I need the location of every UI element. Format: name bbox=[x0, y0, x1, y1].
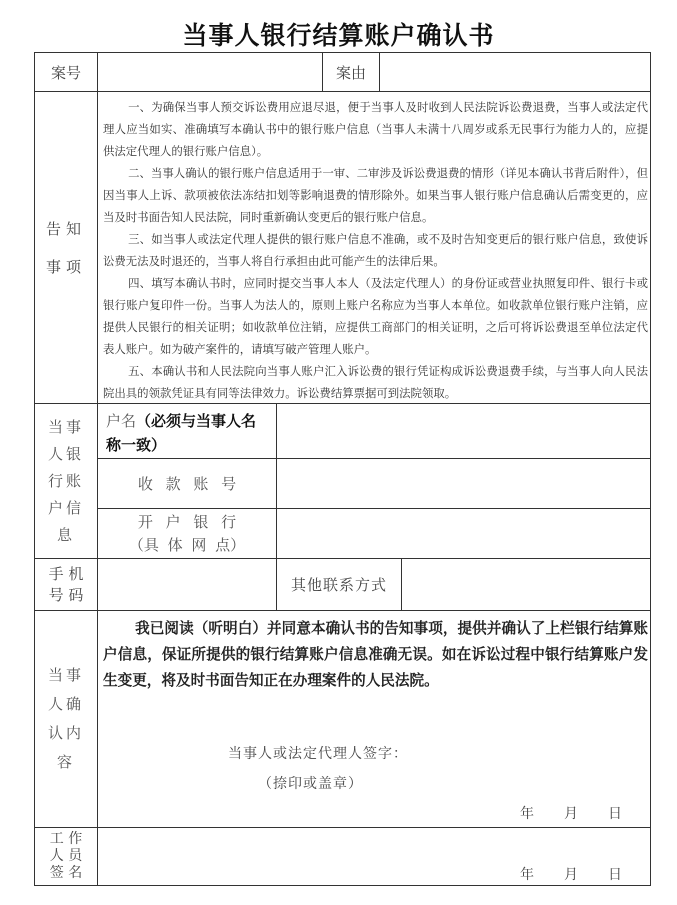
notice-paragraph-5: 五、本确认书和人民法院向当事人账户汇入诉讼费的银行凭证构成诉讼费退费手续，与当事人向人民法院出具的领款凭证具有同等法律效力。诉讼费结算票据可到法院领取。 bbox=[103, 364, 648, 400]
signature-field[interactable] bbox=[420, 738, 620, 788]
other-contact-label-text: 其他联系方式 bbox=[290, 576, 387, 594]
bank-branch-field[interactable] bbox=[276, 508, 651, 559]
bank-section-label-line2: 人银 bbox=[47, 444, 84, 463]
account-no-label-text: 收 款 账 号 bbox=[137, 475, 237, 493]
signature-note: （捺印或盖章） bbox=[258, 776, 363, 792]
cause-field[interactable] bbox=[379, 52, 651, 92]
cause-label-text: 案由 bbox=[335, 63, 366, 82]
confirmation-statement bbox=[103, 616, 648, 694]
confirmation-label-line2: 人确 bbox=[47, 695, 84, 713]
mobile-field[interactable] bbox=[97, 558, 277, 611]
notice-paragraph-1: 一、为确保当事人预交诉讼费用应退尽退，便于当事人及时收到人民法院诉讼费退费，当事人或法定代理人应当如实、准确填写本确认书中的银行账户信息（当事人未满十八周岁或系无民事行为能力人的，应提供法定代理人的银行账户信息）。 bbox=[103, 100, 648, 158]
staff-date-day[interactable]: 日 bbox=[608, 867, 622, 883]
bank-section-label bbox=[34, 403, 98, 559]
staff-label-line1: 工 作 bbox=[49, 831, 83, 847]
confirmation-label-line3: 认内 bbox=[47, 724, 84, 742]
mobile-label-line2: 号 码 bbox=[48, 585, 84, 604]
signature-label: 当事人或法定代理人签字： bbox=[228, 746, 408, 762]
notice-paragraph-4: 四、填写本确认书时，应同时提交当事人本人（及法定代理人）的身份证或营业执照复印件、银行卡或银行账户复印件一份。当事人为法人的，原则上账户名称应为当事人本单位。如收款单位银行账户注销，应提供人民银行的相关证明；如收款单位注销，应提供工商部门的相关证明，之后可将诉讼费退至单位法定代表人账户。如为破产案件的，请填写破产管理人账户。 bbox=[103, 276, 648, 356]
case-no-label bbox=[34, 52, 98, 92]
confirmation-date-year[interactable]: 年 bbox=[520, 806, 534, 822]
confirmation-date bbox=[520, 803, 624, 823]
staff-date-year[interactable]: 年 bbox=[520, 867, 534, 883]
staff-date bbox=[520, 864, 624, 884]
confirmation-statement-text: 我已阅读（听明白）并同意本确认书的告知事项，提供并确认了上栏银行结算账户信息，保证所提供的银行结算账户信息准确无误。如在诉讼过程中银行结算账户发生变更，将及时书面告知正在办理案件的人民法院。 bbox=[103, 620, 648, 689]
other-contact-label bbox=[276, 558, 402, 611]
notice-text bbox=[103, 96, 648, 404]
case-no-field[interactable] bbox=[97, 52, 323, 92]
case-no-label-text: 案号 bbox=[50, 63, 81, 82]
account-name-label bbox=[97, 403, 277, 459]
account-no-field[interactable] bbox=[276, 458, 651, 509]
notice-paragraph-3: 三、如当事人或法定代理人提供的银行账户信息不准确，或不及时告知变更后的银行账户信息，致使诉讼费无法及时退还的，当事人将自行承担由此可能产生的法律后果。 bbox=[103, 232, 648, 268]
notice-label-line2: 事项 bbox=[45, 257, 86, 276]
mobile-label-line1: 手 机 bbox=[48, 564, 84, 583]
bank-section-label-line1: 当事 bbox=[47, 417, 84, 436]
confirmation-section-label bbox=[34, 610, 98, 828]
mobile-label bbox=[34, 558, 98, 611]
other-contact-field[interactable] bbox=[401, 558, 651, 611]
bank-section-label-line3: 行账 bbox=[47, 471, 84, 490]
confirmation-label-line1: 当事 bbox=[47, 666, 84, 684]
staff-label-line2: 人 员 bbox=[49, 848, 83, 864]
account-no-label bbox=[97, 458, 277, 509]
document-title: 当事人银行结算账户确认书 bbox=[182, 21, 495, 50]
cause-label bbox=[322, 52, 380, 92]
bank-branch-label bbox=[97, 508, 277, 559]
bank-branch-label-line1: 开 户 银 行 bbox=[137, 512, 237, 531]
account-name-label-bold: （必须与当事人名称一致） bbox=[106, 412, 257, 454]
bank-branch-label-line2: （具 体 网 点） bbox=[128, 535, 246, 554]
account-name-label-plain: 户名 bbox=[106, 412, 137, 430]
staff-signature-label bbox=[34, 827, 98, 886]
notice-paragraph-2: 二、当事人确认的银行账户信息适用于一审、二审涉及诉讼费退费的情形（详见本确认书背后附件），但因当事人上诉、款项被依法冻结扣划等影响退费的情形除外。如果当事人银行账户信息确认后需变更的，应当及时书面告知人民法院，同时重新确认变更后的银行账户信息。 bbox=[103, 166, 648, 224]
account-name-field[interactable] bbox=[276, 403, 651, 459]
confirmation-label-line4: 容 bbox=[56, 753, 75, 771]
staff-label-line3: 签 名 bbox=[49, 865, 83, 881]
confirmation-date-month[interactable]: 月 bbox=[564, 806, 578, 822]
bank-section-label-line4: 户信 bbox=[47, 498, 84, 517]
staff-date-month[interactable]: 月 bbox=[564, 867, 578, 883]
confirmation-date-day[interactable]: 日 bbox=[608, 806, 622, 822]
bank-section-label-line5: 息 bbox=[56, 525, 75, 544]
notice-label-line1: 告知 bbox=[45, 219, 86, 238]
notice-label bbox=[34, 91, 98, 404]
